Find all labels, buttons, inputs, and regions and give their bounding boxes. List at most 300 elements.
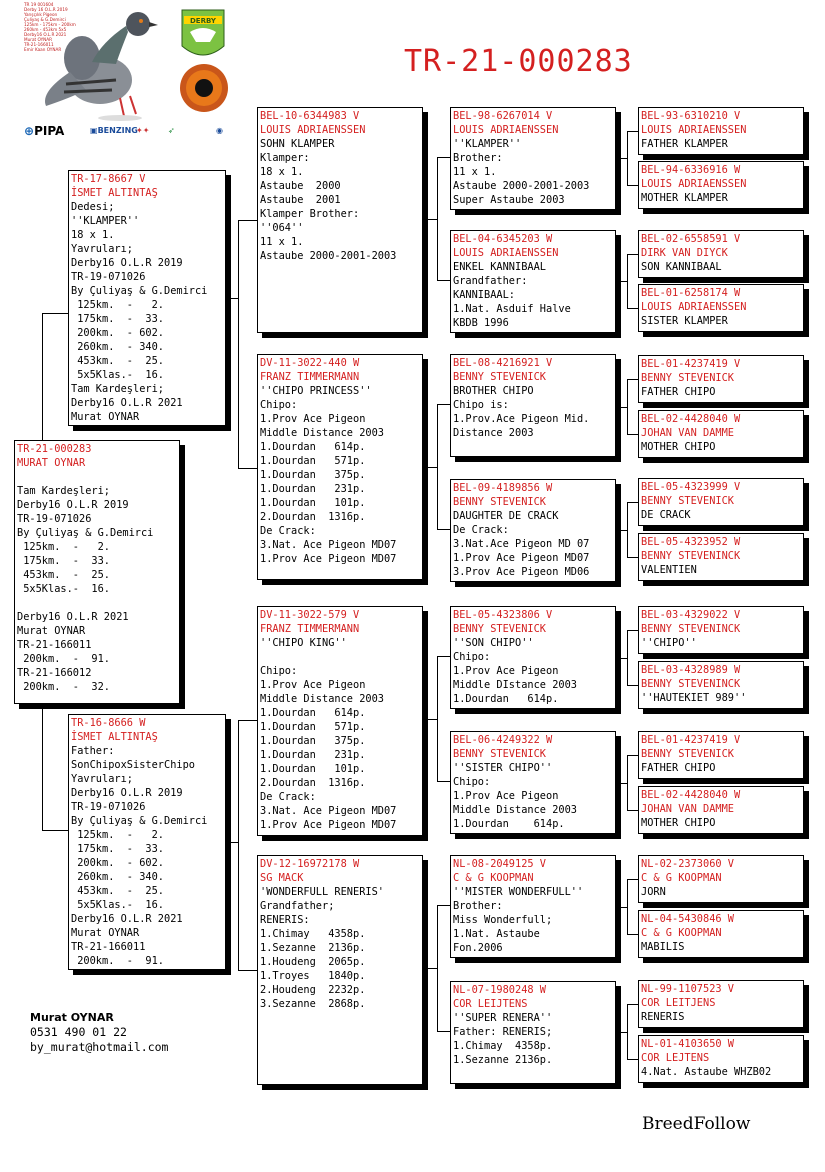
pedigree-text-line: 1.Sezanne 2136p. (260, 942, 366, 954)
great-great-grandparent-box (638, 786, 804, 834)
connector-line (238, 720, 257, 721)
connector-line (238, 970, 257, 971)
contact-name: Murat OYNAR (30, 1011, 114, 1024)
pedigree-text-line: RENERIS: (260, 914, 310, 926)
pedigree-text-line (17, 470, 177, 484)
pedigree-text-line: De Crack: (453, 524, 509, 536)
pedigree-red-line: BENNY STEVENINCK (641, 678, 741, 690)
pedigree-text-line: Derby16 O.L.R 2021 (71, 913, 183, 925)
pedigree-red-line: BENNY STEVENICK (453, 371, 546, 383)
connector-line (226, 842, 238, 843)
connector-line (437, 404, 450, 405)
pedigree-text-line: 453km. - 25. (71, 885, 164, 897)
pedigree-text-line: 2.Houdeng 2232p. (260, 984, 366, 996)
connector-line (627, 254, 638, 255)
connector-line (627, 185, 638, 186)
pedigree-text-line: 2.Dourdan 1316p. (260, 511, 366, 523)
great-grandparent-box (450, 230, 616, 333)
pedigree-text-line: ENKEL KANNIBAAL (453, 261, 546, 273)
pedigree-red-line: BEL-02-6558591 V (641, 233, 741, 245)
connector-line (627, 254, 628, 308)
connector-line (437, 656, 450, 657)
great-great-grandparent-box (638, 161, 804, 209)
pedigree-text-line: VALENTIEN (641, 564, 697, 576)
pigeon-caption-line: TR-21-166011 (24, 42, 54, 47)
pedigree-red-line: BEL-05-4323999 V (641, 481, 741, 493)
pedigree-text-line: 260km. - 340. (71, 871, 164, 883)
connector-line (627, 879, 638, 880)
contact-email[interactable]: by_murat@hotmail.com (30, 1040, 169, 1054)
great-grandparent-box (450, 855, 616, 958)
pedigree-text-line: Astaube 2000-2001-2003 (260, 250, 397, 262)
connector-line (627, 755, 628, 810)
pedigree-text-line: ''HAUTEKIET 989'' (641, 692, 747, 704)
pedigree-text-line: 1.Dourdan 375p. (260, 735, 366, 747)
pedigree-text-line: 5x5Klas.- 16. (71, 899, 164, 911)
pedigree-text-line: TR-19-071026 (71, 271, 146, 283)
pedigree-text-line: 1.Prov Ace Pigeon (453, 665, 559, 677)
connector-line (627, 502, 628, 557)
pedigree-red-line: MURAT OYNAR (17, 457, 86, 469)
pedigree-text-line: 1.Prov Ace Pigeon (260, 413, 366, 425)
great-great-grandparent-box (638, 230, 804, 278)
pedigree-text-line: Grandfather; (260, 900, 335, 912)
great-great-grandparent-box (638, 606, 804, 654)
connector-line (627, 434, 638, 435)
pedigree-text-line: DE CRACK (641, 509, 691, 521)
granddam-dam-side-box (257, 855, 423, 1085)
pedigree-red-line: LOUIS ADRIAENSSEN (641, 124, 747, 136)
grandsire-sire-side-box (257, 107, 423, 333)
connector-line (437, 905, 438, 1031)
pedigree-text-line: 1.Chimay 4358p. (260, 928, 366, 940)
pedigree-text-line: Dedesi; (71, 201, 115, 213)
pedigree-text-line: ''KLAMPER'' (71, 215, 140, 227)
pedigree-text-line: TR-21-166012 (17, 667, 92, 679)
pedigree-text-line: MABILIS (641, 941, 685, 953)
pedigree-text-line: 200km. - 91. (17, 653, 110, 665)
connector-line (621, 281, 627, 282)
pedigree-text-line: ''MISTER WONDERFULL'' (453, 886, 584, 898)
pedigree-text-line: 1.Prov.Ace Pigeon Mid. (453, 413, 590, 425)
pedigree-text-line: ''KLAMPER'' (453, 138, 522, 150)
pedigree-text-line: MOTHER KLAMPER (641, 192, 728, 204)
pedigree-text-line: MOTHER CHIPO (641, 817, 716, 829)
pigeon-caption-line: TR 19 001604 (24, 2, 54, 7)
pedigree-text-line: By Çuliyaş & G.Demirci (71, 815, 208, 827)
connector-line (238, 220, 239, 468)
pedigree-text-line: 1.Dourdan 571p. (260, 455, 366, 467)
connector-line (627, 1004, 628, 1059)
connector-line (42, 830, 68, 831)
pedigree-red-line: DV-11-3022-579 V (260, 609, 360, 621)
pedigree-red-line: BEL-03-4328989 W (641, 664, 741, 676)
pedigree-red-line: BEL-01-6258174 W (641, 287, 741, 299)
pedigree-text-line: 2.Dourdan 1316p. (260, 777, 366, 789)
pedigree-red-line: BEL-04-6345203 W (453, 233, 553, 245)
connector-line (428, 968, 437, 969)
pedigree-text-line: 1.Dourdan 231p. (260, 749, 366, 761)
pedigree-text-line: Murat OYNAR (71, 411, 140, 423)
pedigree-text-line: FATHER CHIPO (641, 762, 716, 774)
pedigree-text-line: Fon.2006 (453, 942, 503, 954)
connector-line (627, 557, 638, 558)
pedigree-text-line: SON KANNIBAAL (641, 261, 722, 273)
pedigree-red-line: BEL-06-4249322 W (453, 734, 553, 746)
pigeon-caption-line: 125km - 175km - 200km (24, 22, 76, 27)
pedigree-text-line: Klamper: (260, 152, 310, 164)
pedigree-text-line: DAUGHTER DE CRACK (453, 510, 559, 522)
pedigree-text-line: TR-21-166011 (17, 639, 92, 651)
pedigree-text-line: Derby16 O.L.R 2021 (71, 397, 183, 409)
pedigree-text-line: 1.Sezanne 2136p. (453, 1054, 553, 1066)
pedigree-text-line: 5x5Klas.- 16. (71, 369, 164, 381)
pedigree-red-line: BENNY STEVENICK (641, 748, 734, 760)
pedigree-red-line: JOHAN VAN DAMME (641, 803, 734, 815)
connector-line (627, 934, 638, 935)
grandsire-dam-side-box (257, 606, 423, 836)
connector-line (621, 658, 627, 659)
pedigree-text-line: JORN (641, 886, 666, 898)
pedigree-text-line: De Crack: (260, 791, 316, 803)
great-great-grandparent-box (638, 855, 804, 903)
pedigree-text-line: 3.Sezanne 2868p. (260, 998, 366, 1010)
pedigree-red-line: TR-17-8667 V (71, 173, 146, 185)
pedigree-text-line: 'WONDERFULL RENERIS' (260, 886, 384, 898)
connector-line (627, 755, 638, 756)
pedigree-text-line: Middle Distance 2003 (260, 693, 384, 705)
pedigree-text-line: TR-19-071026 (17, 513, 92, 525)
connector-line (627, 879, 628, 934)
pigeon-caption-line: 260km - 453km 5x5 (24, 27, 67, 32)
connector-line (428, 219, 437, 220)
pedigree-red-line: NL-08-2049125 V (453, 858, 546, 870)
pedigree-text-line: Derby16 O.L.R 2019 (17, 499, 129, 511)
pedigree-text-line: Chipo: (260, 399, 298, 411)
granddam-sire-side-box (257, 354, 423, 580)
pedigree-red-line: TR-21-000283 (17, 443, 92, 455)
pedigree-text-line: Middle Distance 2003 (453, 804, 577, 816)
pedigree-red-line: BENNY STEVENICK (453, 748, 546, 760)
connector-line (238, 720, 239, 970)
connector-line (226, 298, 238, 299)
pedigree-text-line: 453km. - 25. (71, 355, 164, 367)
pedigree-text-line: 3.Nat.Ace Pigeon MD 07 (453, 538, 590, 550)
pedigree-text-line: ''SUPER RENERA'' (453, 1012, 553, 1024)
pigeon-eye-icon (180, 64, 228, 112)
connector-line (42, 313, 68, 314)
pedigree-text-line: 1.Dourdan 614p. (260, 707, 366, 719)
connector-line (627, 379, 628, 434)
connector-line (238, 468, 257, 469)
connector-line (437, 529, 450, 530)
connector-line (428, 467, 437, 468)
pigeon-caption-line: Emir Kaan OYNAR (24, 47, 62, 52)
great-great-grandparent-box (638, 980, 804, 1028)
pedigree-red-line: BENNY STEVENINCK (641, 550, 741, 562)
pedigree-red-line: BENNY STEVENICK (453, 496, 546, 508)
pedigree-text-line: SOHN KLAMPER (260, 138, 335, 150)
connector-line (621, 1032, 627, 1033)
sire-box (68, 170, 226, 426)
pedigree-red-line: BENNY STEVENICK (453, 623, 546, 635)
pedigree-red-line: FRANZ TIMMERMANN (260, 371, 360, 383)
pedigree-text-line: 18 x 1. (260, 166, 304, 178)
pedigree-red-line: BENNY STEVENINCK (641, 623, 741, 635)
connector-line (627, 810, 638, 811)
pedigree-text-line: 200km. - 602. (71, 327, 164, 339)
pedigree-text-line: 3.Prov Ace Pigeon MD06 (453, 566, 590, 578)
connector-line (627, 379, 638, 380)
pedigree-text-line: 1.Dourdan 614p. (453, 693, 559, 705)
pedigree-text-line: 1.Dourdan 375p. (260, 469, 366, 481)
pedigree-text-line: ''SISTER CHIPO'' (453, 762, 553, 774)
contact-block (30, 1010, 168, 1055)
pedigree-text-line: Murat OYNAR (71, 927, 140, 939)
pedigree-red-line: LOUIS ADRIAENSSEN (453, 124, 559, 136)
connector-line (621, 407, 627, 408)
great-great-grandparent-box (638, 107, 804, 155)
pedigree-text-line: 5x5Klas.- 16. (17, 583, 110, 595)
pedigree-text-line: 3.Nat. Ace Pigeon MD07 (260, 805, 397, 817)
pedigree-text-line: 125km. - 2. (17, 541, 110, 553)
pedigree-text-line: Super Astaube 2003 (453, 194, 565, 206)
subject-box (14, 440, 180, 704)
great-great-grandparent-box (638, 661, 804, 709)
connector-line (627, 1059, 638, 1060)
pedigree-text-line: Father: RENERIS; (453, 1026, 553, 1038)
pedigree-text-line: 175km. - 33. (17, 555, 110, 567)
connector-line (437, 781, 450, 782)
pedigree-text-line: 18 x 1. (71, 229, 115, 241)
great-grandparent-box (450, 107, 616, 210)
pigeon-caption-line: Murat OYNAR (24, 37, 53, 42)
connector-line (621, 907, 627, 908)
pedigree-text-line: 1.Prov Ace Pigeon (453, 790, 559, 802)
connector-line (627, 131, 628, 185)
pedigree-text-line: 4.Nat. Astaube WHZB02 (641, 1066, 772, 1078)
pedigree-red-line: İSMET ALTINTAŞ (71, 187, 158, 199)
great-grandparent-box (450, 479, 616, 582)
connector-line (437, 157, 438, 280)
pigeon-caption-line: Yarışçılık Pigeon (24, 12, 58, 17)
derby-badge-icon (182, 10, 224, 55)
pedigree-red-line: BEL-08-4216921 V (453, 357, 553, 369)
great-grandparent-box (450, 731, 616, 834)
pedigree-text-line: 125km. - 2. (71, 299, 164, 311)
pedigree-text-line: KANNIBAAL: (453, 289, 515, 301)
connector-line (627, 630, 638, 631)
pedigree-text-line: MOTHER CHIPO (641, 441, 716, 453)
pigeon-caption-line: Derby 16 O.L.R 2019 (24, 7, 68, 12)
pedigree-text-line: SISTER KLAMPER (641, 315, 728, 327)
connector-line (627, 685, 638, 686)
pedigree-text-line: ''CHIPO KING'' (260, 637, 347, 649)
great-great-grandparent-box (638, 533, 804, 581)
great-grandparent-box (450, 981, 616, 1084)
pedigree-red-line: NL-04-5430846 W (641, 913, 734, 925)
pedigree-text-line: BROTHER CHIPO (453, 385, 534, 397)
great-grandparent-box (450, 606, 616, 709)
pedigree-text-line: 1.Nat. Astaube (453, 928, 540, 940)
great-great-grandparent-box (638, 1035, 804, 1083)
pedigree-text-line: Chipo: (453, 776, 491, 788)
pedigree-red-line: BEL-02-4428040 W (641, 789, 741, 801)
pedigree-red-line: NL-02-2373060 V (641, 858, 734, 870)
pedigree-red-line: C & G KOOPMAN (453, 872, 534, 884)
great-great-grandparent-box (638, 910, 804, 958)
pedigree-red-line: BENNY STEVENICK (641, 372, 734, 384)
pedigree-red-line: BEL-05-4323952 W (641, 536, 741, 548)
pedigree-red-line: BEL-03-4329022 V (641, 609, 741, 621)
pedigree-text-line: 1.Chimay 4358p. (453, 1040, 553, 1052)
connector-line (627, 630, 628, 685)
pedigree-text-line: 1.Prov Ace Pigeon (260, 679, 366, 691)
header-logos (20, 2, 260, 144)
pedigree-text-line: 1.Houdeng 2065p. (260, 956, 366, 968)
pedigree-red-line: FRANZ TIMMERMANN (260, 623, 360, 635)
pedigree-text-line: 1.Prov Ace Pigeon MD07 (260, 819, 397, 831)
pedigree-text-line: Derby16 O.L.R 2019 (71, 787, 183, 799)
pedigree-text-line: ''SON CHIPO'' (453, 637, 534, 649)
pedigree-red-line: NL-01-4103650 W (641, 1038, 734, 1050)
pedigree-red-line: DV-11-3022-440 W (260, 357, 360, 369)
connector-line (437, 905, 450, 906)
pedigree-red-line: LOUIS ADRIAENSSEN (641, 178, 747, 190)
pedigree-text-line: 175km. - 33. (71, 843, 164, 855)
pedigree-red-line: JOHAN VAN DAMME (641, 427, 734, 439)
pedigree-text-line: By Çuliyaş & G.Demirci (71, 285, 208, 297)
great-grandparent-box (450, 354, 616, 457)
connector-line (627, 1004, 638, 1005)
pedigree-red-line: DIRK VAN DIYCK (641, 247, 728, 259)
connector-line (627, 502, 638, 503)
pedigree-red-line: BEL-05-4323806 V (453, 609, 553, 621)
pedigree-red-line: LOUIS ADRIAENSSEN (641, 301, 747, 313)
pedigree-red-line: BEL-01-4237419 V (641, 734, 741, 746)
connector-line (627, 308, 638, 309)
pedigree-text-line: By Çuliyaş & G.Demirci (17, 527, 154, 539)
pedigree-text-line: Father: (71, 745, 115, 757)
pedigree-text-line: KBDB 1996 (453, 317, 509, 329)
pedigree-text-line: 1.Dourdan 614p. (453, 818, 565, 830)
pedigree-text-line: De Crack: (260, 525, 316, 537)
pedigree-text-line: 1.Troyes 1840p. (260, 970, 366, 982)
pedigree-text-line: Derby16 O.L.R 2019 (71, 257, 183, 269)
pedigree-text-line: SonChipoxSisterChipo (71, 759, 195, 771)
pedigree-text-line: 125km. - 2. (71, 829, 164, 841)
pedigree-text-line: Derby16 O.L.R 2021 (17, 611, 129, 623)
connector-line (437, 404, 438, 529)
pedigree-text-line: Tam Kardeşleri; (71, 383, 164, 395)
pedigree-red-line: TR-16-8666 W (71, 717, 146, 729)
ring-number-title: TR-21-000283 (404, 44, 633, 79)
pedigree-red-line: C & G KOOPMAN (641, 927, 722, 939)
pedigree-text-line: RENERIS (641, 1011, 685, 1023)
pedigree-text-line: 3.Nat. Ace Pigeon MD07 (260, 539, 397, 551)
pedigree-text-line: Tam Kardeşleri; (17, 485, 110, 497)
connector-line (238, 220, 257, 221)
great-great-grandparent-box (638, 731, 804, 779)
pedigree-text-line: 200km. - 602. (71, 857, 164, 869)
pedigree-red-line: COR LEIJTENS (453, 998, 528, 1010)
pedigree-text-line: ''CHIPO'' (641, 637, 697, 649)
pedigree-red-line: LOUIS ADRIAENSSEN (453, 247, 559, 259)
pedigree-red-line: C & G KOOPMAN (641, 872, 722, 884)
pedigree-text-line: Murat OYNAR (17, 625, 86, 637)
pedigree-text-line: FATHER KLAMPER (641, 138, 728, 150)
pedigree-text-line: Miss Wonderfull; (453, 914, 553, 926)
pedigree-red-line: NL-07-1980248 W (453, 984, 546, 996)
connector-line (437, 656, 438, 781)
pedigree-text-line: Middle Distance 2003 (260, 427, 384, 439)
pedigree-text-line: 11 x 1. (260, 236, 304, 248)
connector-line (42, 313, 43, 440)
pedigree-text-line: Distance 2003 (453, 427, 534, 439)
pigeon-photo (20, 2, 260, 144)
connector-line (437, 1031, 450, 1032)
connector-line (627, 131, 638, 132)
pedigree-text-line: 175km. - 33. (71, 313, 164, 325)
connector-line (437, 280, 450, 281)
pedigree-red-line: BEL-02-4428040 W (641, 413, 741, 425)
sponsor-logo-3: ✦✦ (136, 126, 150, 135)
pedigree-red-line: BEL-01-4237419 V (641, 358, 741, 370)
pedigree-text-line: 1.Prov Ace Pigeon MD07 (260, 553, 397, 565)
pedigree-red-line: BEL-09-4189856 W (453, 482, 553, 494)
pedigree-red-line: COR LEITJENS (641, 997, 716, 1009)
connector-line (437, 157, 450, 158)
pigeon-caption-line: Derby16 O.L.R 2021 (24, 32, 67, 37)
pedigree-text-line: 11 x 1. (453, 166, 497, 178)
pedigree-text-line: Astaube 2000 (260, 180, 341, 192)
pedigree-red-line: DV-12-16972178 W (260, 858, 360, 870)
pedigree-text-line: 200km. - 91. (71, 955, 164, 967)
great-great-grandparent-box (638, 410, 804, 458)
pedigree-text-line: 1.Prov Ace Pigeon MD07 (453, 552, 590, 564)
connector-line (428, 719, 437, 720)
pedigree-text-line: Chipo: (260, 665, 298, 677)
pedigree-text-line: Klamper Brother: (260, 208, 360, 220)
connector-line (621, 158, 627, 159)
pedigree-text-line: 1.Dourdan 101p. (260, 497, 366, 509)
pedigree-text-line: Astaube 2000-2001-2003 (453, 180, 590, 192)
pipa-logo: ⊕PIPA (24, 124, 65, 138)
pedigree-text-line (260, 650, 420, 664)
pedigree-text-line: 1.Dourdan 101p. (260, 763, 366, 775)
pedigree-text-line: Chipo: (453, 651, 491, 663)
pedigree-red-line: LOUIS ADRIAENSSEN (260, 124, 366, 136)
pedigree-text-line: 1.Nat. Asduif Halve (453, 303, 571, 315)
pedigree-text-line: 1.Dourdan 614p. (260, 441, 366, 453)
sponsor-logo-4: ➶ (168, 126, 175, 135)
pedigree-text-line: TR-19-071026 (71, 801, 146, 813)
pedigree-text-line: Chipo is: (453, 399, 509, 411)
great-great-grandparent-box (638, 355, 804, 403)
pedigree-text-line: 260km. - 340. (71, 341, 164, 353)
pedigree-text-line: TR-21-166011 (71, 941, 146, 953)
pedigree-red-line: İSMET ALTINTAŞ (71, 731, 158, 743)
dam-box (68, 714, 226, 970)
pedigree-text-line: Middle DIstance 2003 (453, 679, 577, 691)
contact-phone: 0531 490 01 22 (30, 1025, 127, 1039)
benzing-logo: ▣BENZING (90, 126, 138, 135)
pedigree-text-line (17, 596, 177, 610)
pedigree-text-line: Brother: (453, 900, 503, 912)
pedigree-text-line: Yavruları; (71, 243, 133, 255)
pedigree-red-line: BENNY STEVENICK (641, 495, 734, 507)
pedigree-red-line: BEL-98-6267014 V (453, 110, 553, 122)
